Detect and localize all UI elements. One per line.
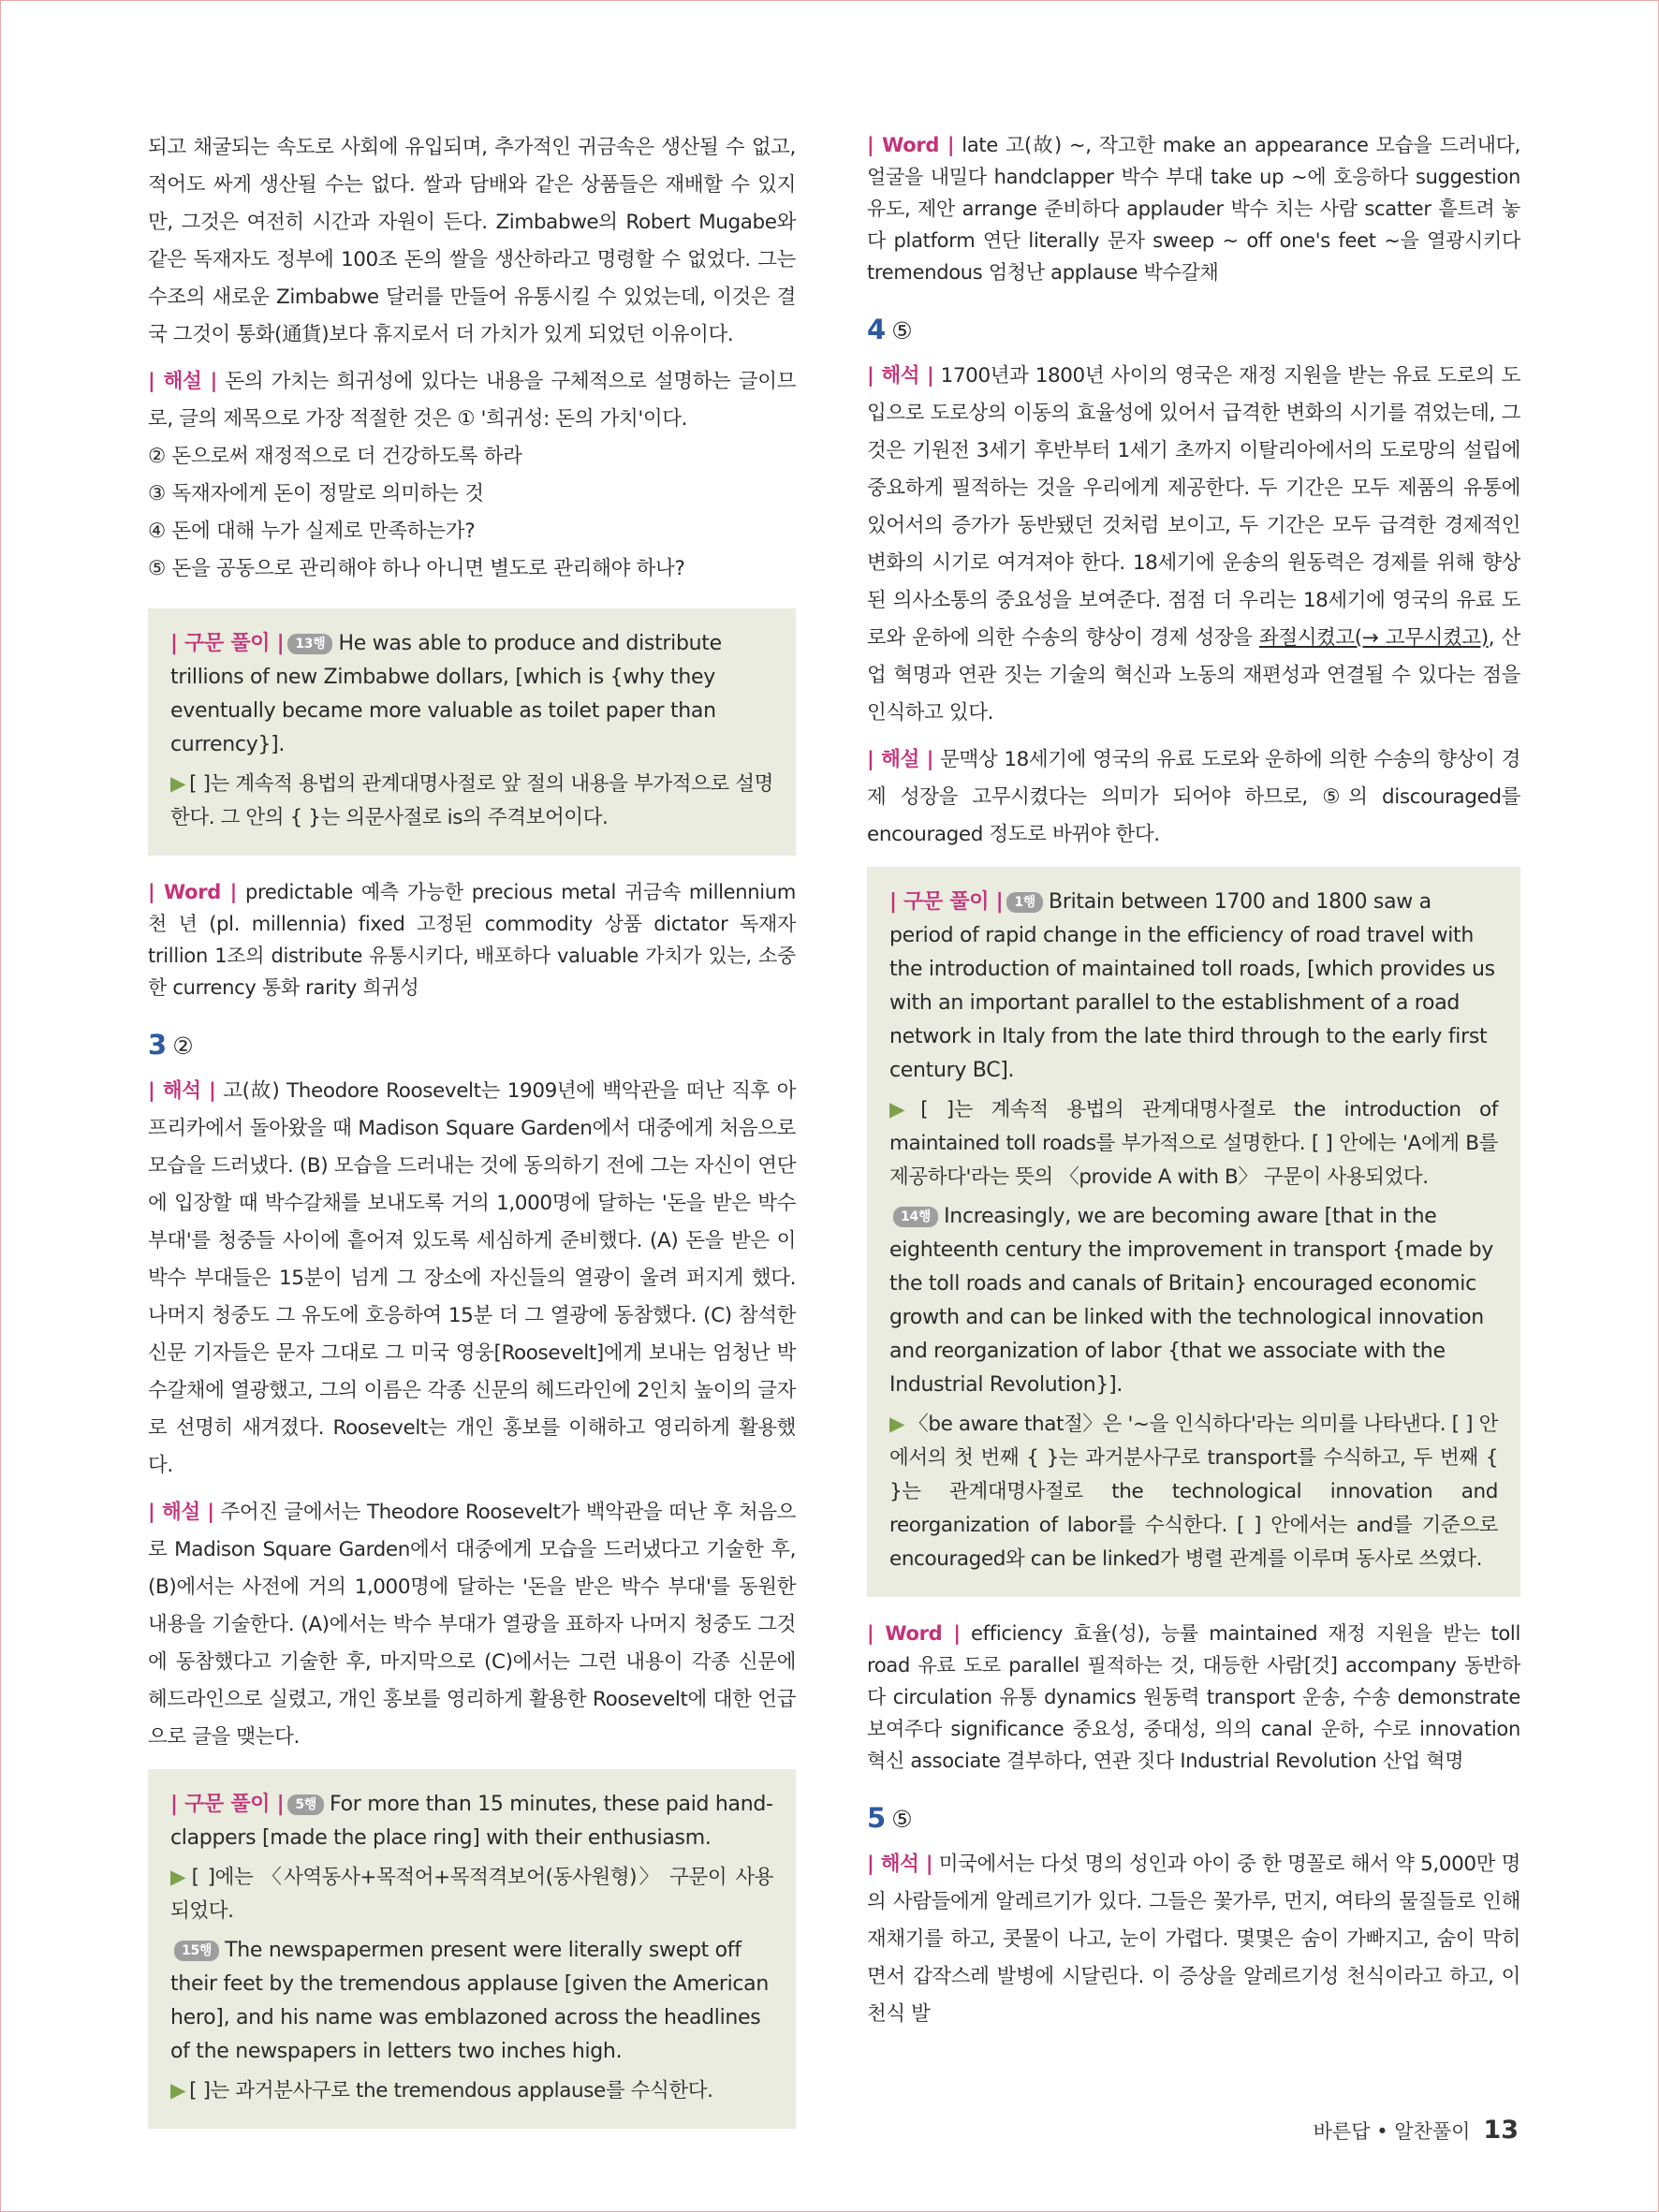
q5-translation: | 해석 | 미국에서는 다섯 명의 성인과 아이 중 한 명꼴로 해서 약 5,000만 명의 사람들에게 알레르기가 있다. 그들은 꽃가루, 먼지, 여타의 물질들로 인해 재채기를 하고, 콧물이 나고, 눈이 가렵다. 몇몇은 숨이 가빠지고, 숨이 막히면서 갑작스레 발병에 시달린다. 이 증상을 알레르기성 천식이라고 하고, 이 천식 발 — [867, 1853, 1520, 2026]
haeseok-tag: | 해석 | — [867, 364, 934, 388]
option-item: ② 돈으로써 재정적으로 더 건강하도록 하라 — [148, 445, 522, 468]
answer-mark: ⑤ — [891, 1806, 913, 1833]
line-badge: 5행 — [287, 1795, 324, 1815]
word-tag: | Word | — [148, 881, 237, 903]
word-tag: | Word | — [867, 134, 955, 156]
syntax-tag: | 구문 풀이 | — [889, 890, 1004, 914]
syntax-note: ▶ 〈be aware that절〉은 '~을 인식하다'라는 의미를 나타낸다. [ ] 안에서의 첫 번째 { }는 과거분사구로 transport를 수식하고, 두 번째 { }는 관계대명사절로 the technological innovation and reorganization of labor를 수식한다. [ ] 안에서는 and를 기준으로 encouraged와 can be linked가 병렬 관계를 이루며 동사로 쓰였다. — [889, 1413, 1498, 1571]
haeseol-tag: | 해설 | — [148, 370, 217, 393]
syntax-tag: | 구문 풀이 | — [170, 632, 285, 655]
triangle-bullet-icon: ▶ — [170, 772, 186, 796]
syntax-sentence: | 구문 풀이 | 1행 Britain between 1700 and 1800 saw a period of rapid change in the efficiency of road travel with the introduction of maintained toll roads, [which provides us with an important parallel to the establishment of a road network in Italy from the late third through to the early first century BC]. — [889, 890, 1495, 1082]
haeseok-tag: | 해석 | — [867, 1853, 933, 1876]
line-badge: 14행 — [893, 1207, 938, 1227]
line-badge: 1행 — [1006, 892, 1043, 913]
syntax-sentence: | 구문 풀이 | 13행 He was able to produce and distribute trillions of new Zimbabwe dollars, [which is {why they eventually became more valuable as toilet paper than currency}]. — [170, 632, 722, 756]
q2-options — [148, 438, 796, 588]
right-column — [867, 129, 1520, 2043]
answer-mark: ② — [172, 1033, 194, 1060]
option-item: ⑤ 돈을 공동으로 관리해야 하나 아니면 별도로 관리해야 하나? — [148, 557, 685, 580]
answer-mark: ⑤ — [891, 317, 913, 344]
haeseol-tag: | 해설 | — [148, 1501, 214, 1524]
q4-explanation: | 해설 | 문맥상 18세기에 영국의 유료 도로와 운하에 의한 수송의 향상이 경제 성장을 고무시켰다는 의미가 되어야 하므로, ⑤의 discouraged를 encouraged 정도로 바뀌야 한다. — [867, 748, 1520, 846]
syntax-tag: | 구문 풀이 | — [170, 1793, 285, 1816]
option-item: ③ 독재자에게 돈이 정말로 의미하는 것 — [148, 482, 484, 505]
triangle-bullet-icon: ▶ — [170, 2079, 186, 2102]
word-list-q3: | Word | late 고(故) ~, 작고한 make an appearance 모습을 드러내다, 얼굴을 내밀다 handclapper 박수 부대 take up ~에 호응하다 suggestion 유도, 제안 arrange 준비하다 applauder 박수 치는 사람 scatter 흩트려 놓다 platform 연단 literally 문자 sweep ~ off one's feet ~을 열광시키다 tremendous 엄청난 applause 박수갈채 — [867, 134, 1520, 284]
question-number: 4 — [867, 314, 887, 345]
intro-paragraph: 되고 채굴되는 속도로 사회에 유입되며, 추가적인 귀금속은 생산될 수 없고, 적어도 싸게 생산될 수는 없다. 쌀과 담배와 같은 상품들은 재배할 수 있지만, 그것은 여전히 시간과 자원이 든다. Zimbabwe의 Robert Mugabe와 같은 독재자도 정부에 100조 돈의 쌀을 생산하라고 명령할 수 없었다. 그는 수조의 새로운 Zimbabwe 달러를 만들어 유통시킬 수 있었는데, 이것은 결국 그것이 통화(通貨)보다 휴지로서 더 가치가 있게 되었던 이유이다. — [148, 136, 796, 346]
left-column — [148, 129, 796, 2149]
word-tag: | Word | — [867, 1622, 961, 1645]
q3-explanation: | 해설 | 주어진 글에서는 Theodore Roosevelt가 백악관을 떠난 후 처음으로 Madison Square Garden에서 대중에게 모습을 드러냈다고 기술한 후, (B)에서는 사전에 거의 1,000명에 달하는 '돈을 받은 박수 부대'를 동원한 내용을 기술한다. (A)에서는 박수 부대가 열광을 표하자 나머지 청중도 그것에 동참했다고 기술한 후, 마지막으로 (C)에서는 그런 내용이 각종 신문에 헤드라인으로 실렸고, 개인 홍보를 영리하게 활용한 Roosevelt에 대한 언급으로 글을 맺는다. — [148, 1501, 796, 1749]
word-list-q2: | Word | predictable 예측 가능한 precious metal 귀금속 millennium 천 년 (pl. millennia) fixed 고정된 commodity 상품 dictator 독재자 trillion 1조의 distribute 유통시키다, 배포하다 valuable 가치가 있는, 소중한 currency 통화 rarity 희귀성 — [148, 881, 797, 999]
q3-translation: | 해석 | 고(故) Theodore Roosevelt는 1909년에 백악관을 떠난 직후 아프리카에서 돌아왔을 때 Madison Square Garden에서 대중에게 처음으로 모습을 드러냈다. (B) 모습을 드러내는 것에 동의하기 전에 그는 자신이 연단에 입장할 때 박수갈채를 보내도록 거의 1,000명에 달하는 '돈을 받은 박수 부대'를 청중들 사이에 흩어져 있도록 세심하게 준비했다. (A) 돈을 받은 이 박수 부대들은 15분이 넘게 그 장소에 자신들의 열광이 울려 퍼지게 했다. 나머지 청중도 그 유도에 호응하여 15분 더 그 열광에 동참했다. (C) 참석한 신문 기자들은 문자 그대로 그 미국 영웅[Roosevelt]에게 보내는 엄청난 박수갈채에 열광했고, 그의 이름은 각종 신문의 헤드라인에 2인치 높이의 글자로 선명히 새겨졌다. Roosevelt는 개인 홍보를 이해하고 영리하게 활용했다. — [148, 1079, 796, 1477]
syntax-sentence: 14행 Increasingly, we are becoming aware [that in the eighteenth century the improvement in transport {made by the toll roads and canals of Britain} encouraged economic growth and can be linked with the technological innovation and reorganization of labor {that we associate with the Industrial Revolution}]. — [889, 1205, 1493, 1397]
word-list-q4: | Word | efficiency 효율(성), 능률 maintained 재정 지원을 받는 toll road 유료 도로 parallel 필적하는 것, 대등한 사람[것] accompany 동반하다 circulation 유통 dynamics 원동력 transport 운송, 수송 demonstrate 보여주다 significance 중요성, 중대성, 의의 canal 운하, 수로 innovation 혁신 associate 결부하다, 연관 짓다 Industrial Revolution 산업 혁명 — [867, 1622, 1520, 1772]
question-3-heading — [148, 1026, 796, 1065]
page-number: 13 — [1483, 2116, 1519, 2145]
line-badge: 15행 — [174, 1941, 219, 1961]
q2-explanation: | 해설 | 돈의 가치는 희귀성에 있다는 내용을 구체적으로 설명하는 글이므로, 글의 제목으로 가장 적절한 것은 ① '희귀성: 돈의 가치'이다. — [148, 370, 796, 431]
haeseok-tag: | 해석 | — [148, 1079, 216, 1103]
triangle-bullet-icon: ▶ — [889, 1413, 905, 1436]
triangle-bullet-icon: ▶ — [889, 1098, 918, 1121]
underlined-phrase: 좌절시켰고(→ 고무시켰고) — [1258, 626, 1489, 650]
syntax-sentence: 15행 The newspapermen present were literally swept off their feet by the tremendous applause [given the American hero], and his name was emblazoned across the headlines of the newspapers in letters two inches high. — [170, 1939, 770, 2063]
line-badge: 13행 — [287, 634, 332, 654]
footer-label: 바른답 • 알찬풀이 — [1313, 2120, 1471, 2143]
syntax-note: ▶ [ ]에는 〈사역동사+목적어+목적격보어(동사원형)〉 구문이 사용되었다. — [170, 1866, 773, 1923]
question-5-heading — [867, 1799, 1520, 1838]
syntax-box-q2 — [148, 608, 796, 856]
syntax-box-q4 — [867, 867, 1520, 1597]
syntax-note: ▶ [ ]는 계속적 용법의 관계대명사절로 앞 절의 내용을 부가적으로 설명한다. 그 안의 { }는 의문사절로 is의 주격보어이다. — [170, 772, 773, 829]
question-number: 3 — [148, 1029, 168, 1061]
syntax-note: ▶ [ ]는 계속적 용법의 관계대명사절로 the introduction of maintained toll roads를 부가적으로 설명한다. [ ] 안에는 'A에게 B를 제공하다'라는 뜻의 〈provide A with B〉 구문이 사용되었다. — [889, 1098, 1498, 1189]
page-footer — [1314, 2116, 1519, 2145]
triangle-bullet-icon: ▶ — [170, 1866, 188, 1889]
syntax-note: ▶ [ ]는 과거분사구로 the tremendous applause를 수식한다. — [170, 2079, 713, 2102]
question-number: 5 — [867, 1802, 887, 1834]
option-item: ④ 돈에 대해 누가 실제로 만족하는가? — [148, 520, 476, 543]
haeseol-tag: | 해설 | — [867, 748, 934, 771]
syntax-sentence: | 구문 풀이 | 5행 For more than 15 minutes, these paid hand-clappers [made the place ring] with their enthusiasm. — [170, 1793, 773, 1850]
q4-translation: | 해석 | 1700년과 1800년 사이의 영국은 재정 지원을 받는 유료 도로의 도입으로 도로상의 이동의 효율성에 있어서 급격한 변화의 시기를 겪었는데, 그것은 기원전 3세기 후반부터 1세기 초까지 이탈리아에서의 도로망의 설립에 중요하게 필적하는 것을 우리에게 제공한다. 두 기간은 모두 제품의 유통에 있어서의 증가가 동반됐던 것처럼 보이고, 두 기간은 모두 급격한 경제적인 변화의 시기로 여겨져야 한다. 18세기에 운송의 원동력은 경제를 위해 향상된 의사소통의 중요성을 보여준다. 점점 더 우리는 18세기에 영국의 유료 도로와 운하에 의한 수송의 향상이 경제 성장을 좌절시켰고(→ 고무시켰고), 산업 혁명과 연관 짓는 기술의 혁신과 노동의 재편성과 연결될 수 있다는 점을 인식하고 있다. — [867, 364, 1520, 725]
question-4-heading — [867, 311, 1520, 350]
syntax-box-q3 — [148, 1769, 796, 2129]
